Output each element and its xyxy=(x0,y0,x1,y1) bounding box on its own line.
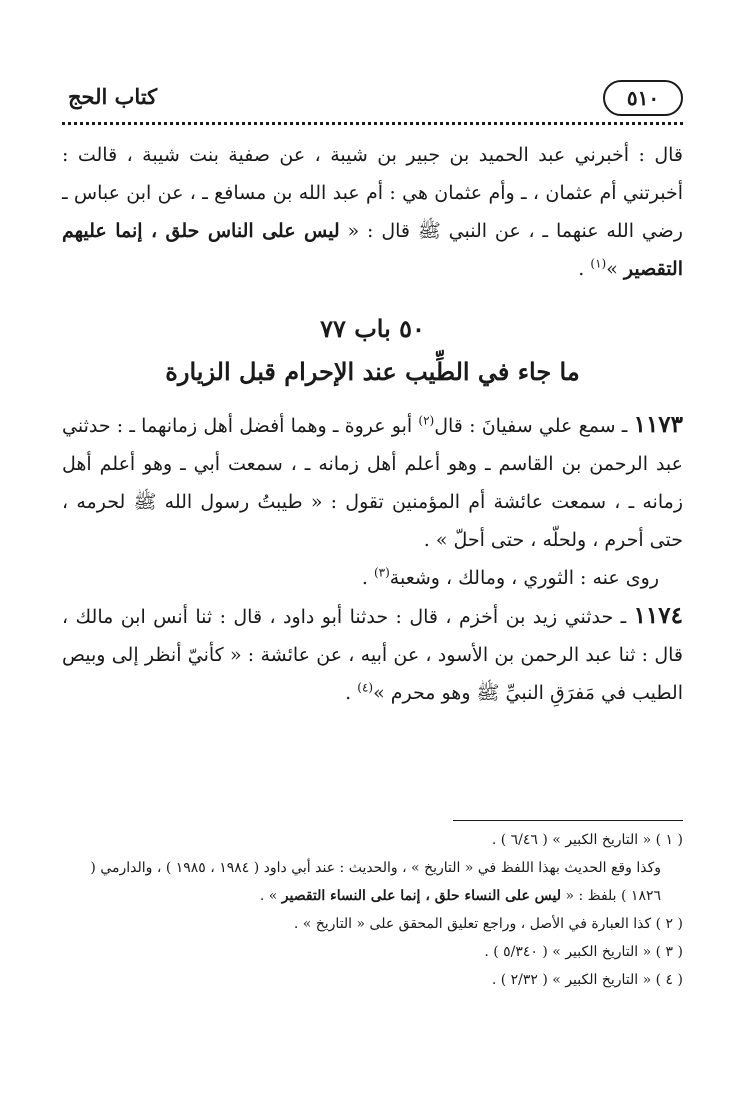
chapter-heading xyxy=(62,306,683,392)
narrators-text: روى عنه : الثوري ، ومالك ، وشعبة xyxy=(389,567,659,589)
footnote-3: ( ٣ ) « التاريخ الكبير » ( ٥/٣٤٠ ) . xyxy=(484,944,683,960)
running-title: كتاب الحج xyxy=(68,84,158,109)
footnote-separator xyxy=(453,820,683,821)
chapter-number: ٥٠ باب ٧٧ xyxy=(320,314,425,343)
footnote-1-end: » . xyxy=(259,888,282,904)
footnote-ref-1: (١) xyxy=(590,256,607,271)
intro-quote-close: » xyxy=(606,258,624,280)
narrators-end: . xyxy=(361,567,374,589)
footnote-1: ( ١ ) « التاريخ الكبير » ( ٦/٤٦ ) . xyxy=(491,832,683,848)
main-text xyxy=(62,136,683,712)
intro-bold-quote: ليس على الناس حلق ، إنما عليهم التقصير xyxy=(62,220,683,280)
hadith-text: ـ سمع علي سفيانَ : قال xyxy=(434,415,634,437)
footnote-1-text: وكذا وقع الحديث بهذا اللفظ في « التاريخ » ، والحديث : عند أبي داود ( ١٩٨٤ ، ١٩٨٥ ) ، والدارمي ( ١٨٢٦ ) بلفظ : « xyxy=(90,860,661,904)
footnote-2: ( ٢ ) كذا العبارة في الأصل ، وراجع تعليق المحقق على « التاريخ » . xyxy=(293,916,683,932)
footnote-1-bold: ليس على النساء حلق ، إنما على النساء التقصير xyxy=(281,888,562,904)
hadith-end: . xyxy=(345,682,358,704)
intro-end: . xyxy=(578,258,591,280)
footnotes xyxy=(62,826,683,994)
footnote-4: ( ٤ ) « التاريخ الكبير » ( ٢/٣٢ ) . xyxy=(491,972,683,988)
hadith-1174 xyxy=(62,597,683,712)
footnote-1-continued xyxy=(62,854,683,910)
footnote-ref-3: (٣) xyxy=(373,565,390,580)
header-rule xyxy=(62,122,683,129)
page-header xyxy=(62,80,683,120)
hadith-1173 xyxy=(62,406,683,559)
chapter-title: ما جاء في الطِّيب عند الإحرام قبل الزيارة xyxy=(165,357,580,386)
hadith-number: ١١٧٤ xyxy=(633,602,683,629)
narrators-line xyxy=(62,559,683,597)
hadith-number: ١١٧٣ xyxy=(633,411,684,438)
hadith-text: أبو عروة ـ وهما أفضل أهل زمانهما ـ : حدثني عبد الرحمن بن القاسم ـ وهو أعلم أهل زمانه ـ ، سمعت أبي ـ وهو أعلم أهل زمانه ـ ، سمعت عائشة أم المؤمنين تقول : « طيبتُ رسول الله ﷺ لحرمه ، حتى أحرم ، ولحلّه ، حتى أحلّ » . xyxy=(62,415,683,551)
intro-paragraph xyxy=(62,136,683,288)
footnote-ref-2: (٢) xyxy=(418,413,435,428)
footnote-ref-4: (٤) xyxy=(357,680,374,695)
hadith-text: ـ حدثني زيد بن أخزم ، قال : حدثنا أبو داود ، قال : ثنا أنس ابن مالك ، قال : ثنا عبد الرحمن بن الأسود ، عن أبيه ، عن عائشة : « كأنيّ أنظر إلى وبيص الطيب في مَفرَقِ النبيِّ ﷺ وهو محرم » xyxy=(62,606,683,704)
page-number: ٥١٠ xyxy=(603,80,683,116)
intro-text: قال : أخبرني عبد الحميد بن جبير بن شيبة ، عن صفية بنت شيبة ، قالت : أخبرتني أم عثمان ، ـ وأم عثمان هي : أم عبد الله بن مسافع ـ ، عن ابن عباس ـ رضي الله عنهما ـ ، عن النبي ﷺ قال : « xyxy=(62,144,683,242)
